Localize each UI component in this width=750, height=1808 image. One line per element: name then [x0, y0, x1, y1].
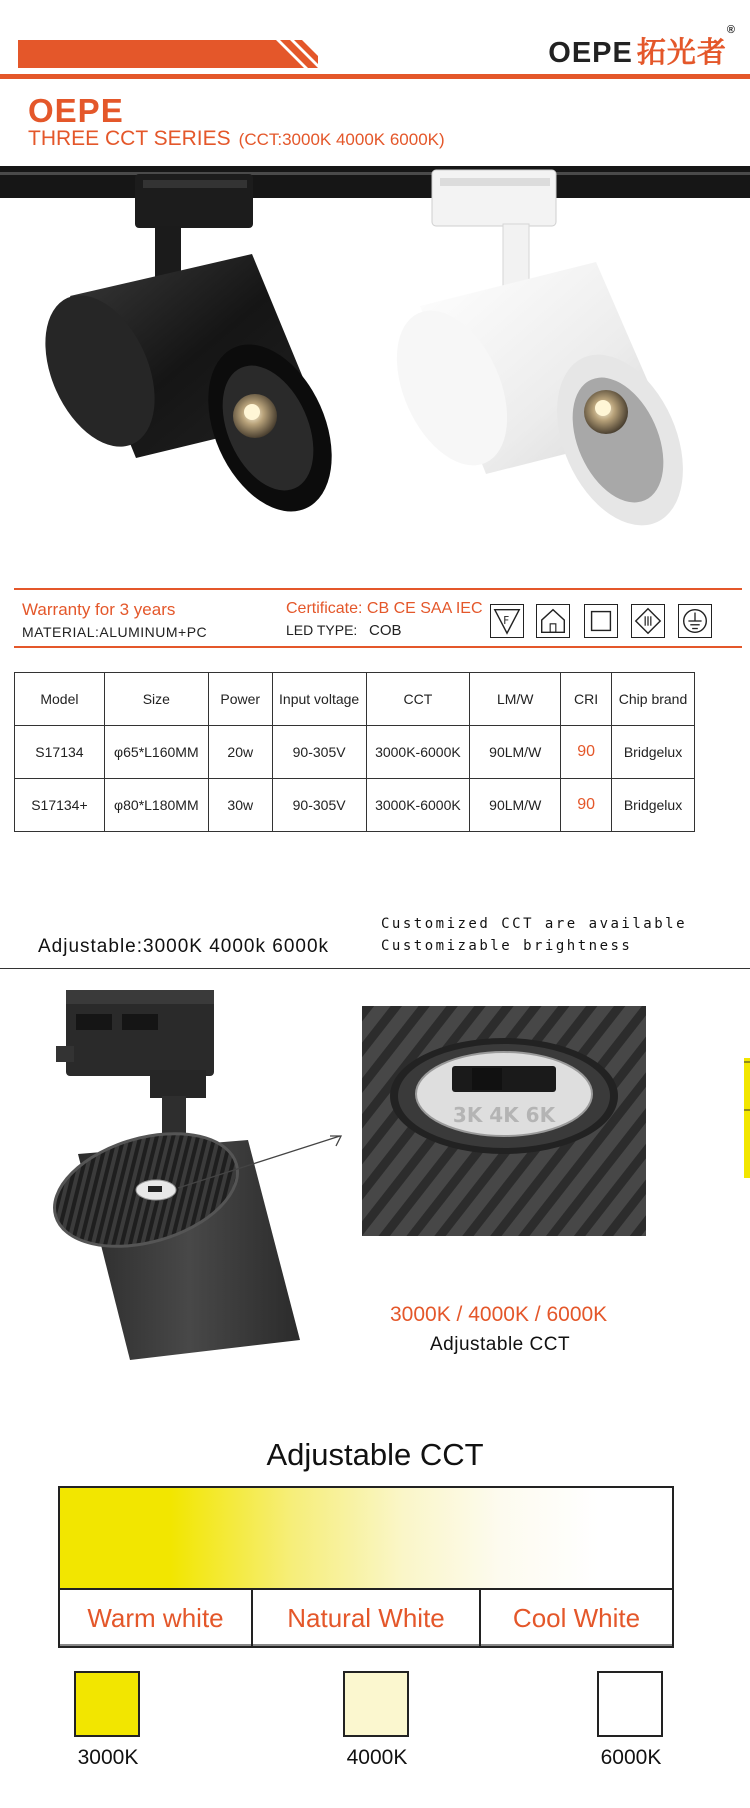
swatch-6000k — [597, 1671, 663, 1737]
customizable-brightness-note: Customizable brightness — [381, 938, 633, 954]
ground-symbol-icon — [678, 604, 712, 638]
col-model: Model — [15, 673, 105, 726]
cell-size: φ80*L180MM — [104, 779, 208, 832]
info-rule-top — [14, 588, 742, 590]
fixture-with-switch — [41, 990, 341, 1360]
cct-gradient-bar — [58, 1486, 674, 1590]
certificate-text: Certificate: CB CE SAA IEC — [286, 600, 483, 617]
natural-white-label: Natural White — [253, 1590, 481, 1648]
cell-chip-brand: Bridgelux — [612, 779, 695, 832]
customized-cct-note: Customized CCT are available — [381, 916, 688, 932]
table-header-row — [15, 673, 695, 726]
col-cri: CRI — [561, 673, 612, 726]
triple-bar-diamond-icon — [631, 604, 665, 638]
cell-cri: 90 — [561, 726, 612, 779]
white-spotlight — [375, 170, 708, 545]
cell-power: 20w — [208, 726, 272, 779]
registered-mark: ® — [726, 24, 736, 36]
cct-options-caption: Adjustable CCT — [430, 1334, 571, 1355]
series-cct-note: (CCT:3000K 4000K 6000K) — [238, 130, 445, 149]
cell-cct: 3000K-6000K — [366, 726, 470, 779]
product-photo — [0, 166, 750, 586]
section-divider — [0, 968, 750, 969]
col-power: Power — [208, 673, 272, 726]
cell-lmw: 90LM/W — [470, 726, 561, 779]
header-stripe-graphic — [18, 40, 318, 68]
switch-label: 3K 4K 6K — [452, 1103, 556, 1127]
square-icon — [584, 604, 618, 638]
brand-logo — [548, 24, 736, 71]
black-spotlight — [24, 174, 356, 531]
col-input-voltage: Input voltage — [272, 673, 366, 726]
cell-input-voltage: 90-305V — [272, 779, 366, 832]
cell-input-voltage: 90-305V — [272, 726, 366, 779]
warm-white-label: Warm white — [58, 1590, 253, 1648]
switch-detail-photo — [0, 970, 750, 1390]
brand-name: OEPE — [28, 92, 124, 129]
swatch-label-3000k: 3000K — [77, 1746, 139, 1769]
col-lmw: LM/W — [470, 673, 561, 726]
warranty-text: Warranty for 3 years — [22, 600, 176, 619]
swatch-label-6000k: 6000K — [600, 1746, 662, 1769]
spec-table — [14, 672, 695, 832]
header-rule — [0, 74, 750, 79]
svg-text:F: F — [503, 614, 510, 627]
swatch-4000k — [343, 1671, 409, 1737]
material-text: MATERIAL:ALUMINUM+PC — [22, 624, 208, 640]
series-name: THREE CCT SERIES — [28, 127, 231, 150]
cell-model: S17134 — [15, 726, 105, 779]
led-type-label: LED TYPE: — [286, 622, 358, 638]
cell-chip-brand: Bridgelux — [612, 726, 695, 779]
cell-cri: 90 — [561, 779, 612, 832]
table-row — [15, 779, 695, 832]
cool-white-label: Cool White — [481, 1590, 674, 1648]
adjustable-cct-note: Adjustable:3000K 4000k 6000k — [38, 936, 330, 957]
swatch-label-4000k: 4000K — [346, 1746, 408, 1769]
series-title — [28, 127, 445, 151]
gradient-section-title: Adjustable CCT — [266, 1437, 484, 1472]
cell-cct: 3000K-6000K — [366, 779, 470, 832]
col-size: Size — [104, 673, 208, 726]
brand-logo-latin: OEPE — [548, 37, 633, 69]
info-rule-bottom — [14, 646, 742, 648]
swatch-3000k — [74, 1671, 140, 1737]
cct-options-label: 3000K / 4000K / 6000K — [390, 1303, 608, 1326]
switch-closeup — [362, 1006, 646, 1236]
house-icon — [536, 604, 570, 638]
brand-logo-cjk: 拓光者 — [636, 35, 727, 69]
cell-power: 30w — [208, 779, 272, 832]
cell-size: φ65*L160MM — [104, 726, 208, 779]
cell-model: S17134+ — [15, 779, 105, 832]
f-mark-icon — [490, 604, 524, 638]
col-chip-brand: Chip brand — [612, 673, 695, 726]
led-type-value: COB — [369, 622, 402, 639]
col-cct: CCT — [366, 673, 470, 726]
table-row — [15, 726, 695, 779]
cell-lmw: 90LM/W — [470, 779, 561, 832]
